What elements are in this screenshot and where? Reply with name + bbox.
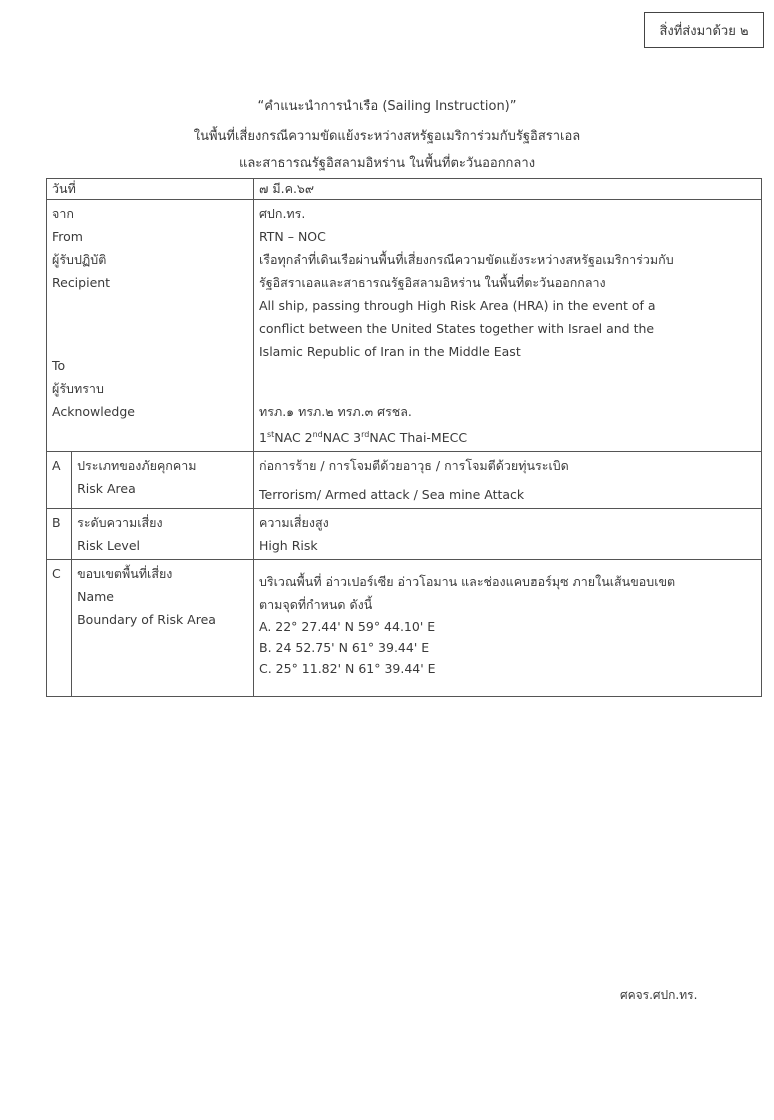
boundary-point: A. 22° 27.44' N 59° 44.10' E	[259, 619, 436, 635]
recipient-th-value-2: รัฐอิสราเอลและสาธารณรัฐอิสลามอิหร่าน ในพื้นที่ตะวันออกกลาง	[259, 275, 606, 290]
boundary-label-en: Name	[77, 589, 114, 605]
recipient-en: Recipient	[52, 275, 111, 290]
ack-th: ผู้รับทราบ	[52, 381, 104, 396]
risk-area-label-en: Risk Area	[77, 481, 136, 497]
recipient-th-value-1: เรือทุกลำที่เดินเรือผ่านพื้นที่เสี่ยงกรณีความขัดแย้งระหว่างสหรัฐอเมริการ่วมกับ	[259, 252, 674, 267]
risk-level-value-th: ความเสี่ยงสูง	[259, 515, 329, 531]
instruction-table	[46, 178, 762, 697]
recipient-en-value-3: Islamic Republic of Iran in the Middle East	[259, 344, 521, 359]
from-en: From	[52, 229, 83, 244]
boundary-point: B. 24 52.75' N 61° 39.44' E	[259, 640, 430, 656]
boundary-label-th: ขอบเขตพื้นที่เสี่ยง	[77, 566, 173, 582]
enclosure-label: สิ่งที่ส่งมาด้วย ๒	[644, 12, 764, 48]
risk-area-value-en: Terrorism/ Armed attack / Sea mine Attack	[259, 487, 525, 503]
title-line-2: ในพื้นที่เสี่ยงกรณีความขัดแย้งระหว่างสหรัฐอเมริการ่วมกับรัฐอิสราเอล	[193, 129, 581, 144]
risk-area-row	[47, 452, 762, 509]
title-line-3: และสาธารณรัฐอิสลามอิหร่าน ในพื้นที่ตะวันออกกลาง	[238, 156, 536, 171]
ack-th-value: ทรภ.๑ ทรภ.๒ ทรภ.๓ ศรชล.	[259, 404, 412, 419]
risk-level-value-en: High Risk	[259, 538, 318, 554]
date-value: ๗ มี.ค.๖๙	[254, 179, 762, 200]
date-label: วันที่	[47, 179, 254, 200]
boundary-row	[47, 560, 762, 697]
footer-office: ศคจร.ศปก.ทร.	[620, 988, 698, 1002]
header-row	[47, 200, 762, 452]
title-line-1: “คำแนะนำการนำเรือ (Sailing Instruction)”	[257, 99, 517, 114]
boundary-label-en-2: Boundary of Risk Area	[77, 612, 216, 628]
row-letter: C	[47, 560, 72, 697]
from-th-value: ศปก.ทร.	[259, 206, 306, 221]
date-row	[47, 179, 762, 200]
recipient-en-value-1: All ship, passing through High Risk Area (HRA) in the event of a	[259, 298, 656, 313]
recipient-en-value-2: conflict between the United States together with Israel and the	[259, 321, 655, 336]
to-en: To	[52, 358, 66, 373]
row-letter: B	[47, 509, 72, 560]
row-letter: A	[47, 452, 72, 509]
boundary-value-th-1: บริเวณพื้นที่ อ่าวเปอร์เซีย อ่าวโอมาน และช่องแคบฮอร์มุซ ภายในเส้นขอบเขต	[259, 574, 676, 590]
ack-en: Acknowledge	[52, 404, 135, 419]
from-en-value: RTN – NOC	[259, 229, 326, 244]
risk-level-label-th: ระดับความเสี่ยง	[77, 515, 163, 531]
risk-level-row	[47, 509, 762, 560]
recipient-th: ผู้รับปฏิบัติ	[52, 252, 107, 267]
risk-area-label-th: ประเภทของภัยคุกคาม	[77, 458, 197, 474]
risk-area-value-th: ก่อการร้าย / การโจมตีด้วยอาวุธ / การโจมตีด้วยทุ่นระเบิด	[259, 458, 569, 474]
ack-en-value: 1stNAC 2ndNAC 3rdNAC Thai-MECC	[259, 430, 468, 446]
boundary-value-th-2: ตามจุดที่กำหนด ดังนี้	[259, 597, 373, 613]
risk-level-label-en: Risk Level	[77, 538, 140, 554]
from-th: จาก	[52, 206, 74, 221]
boundary-point: C. 25° 11.82' N 61° 39.44' E	[259, 661, 436, 677]
